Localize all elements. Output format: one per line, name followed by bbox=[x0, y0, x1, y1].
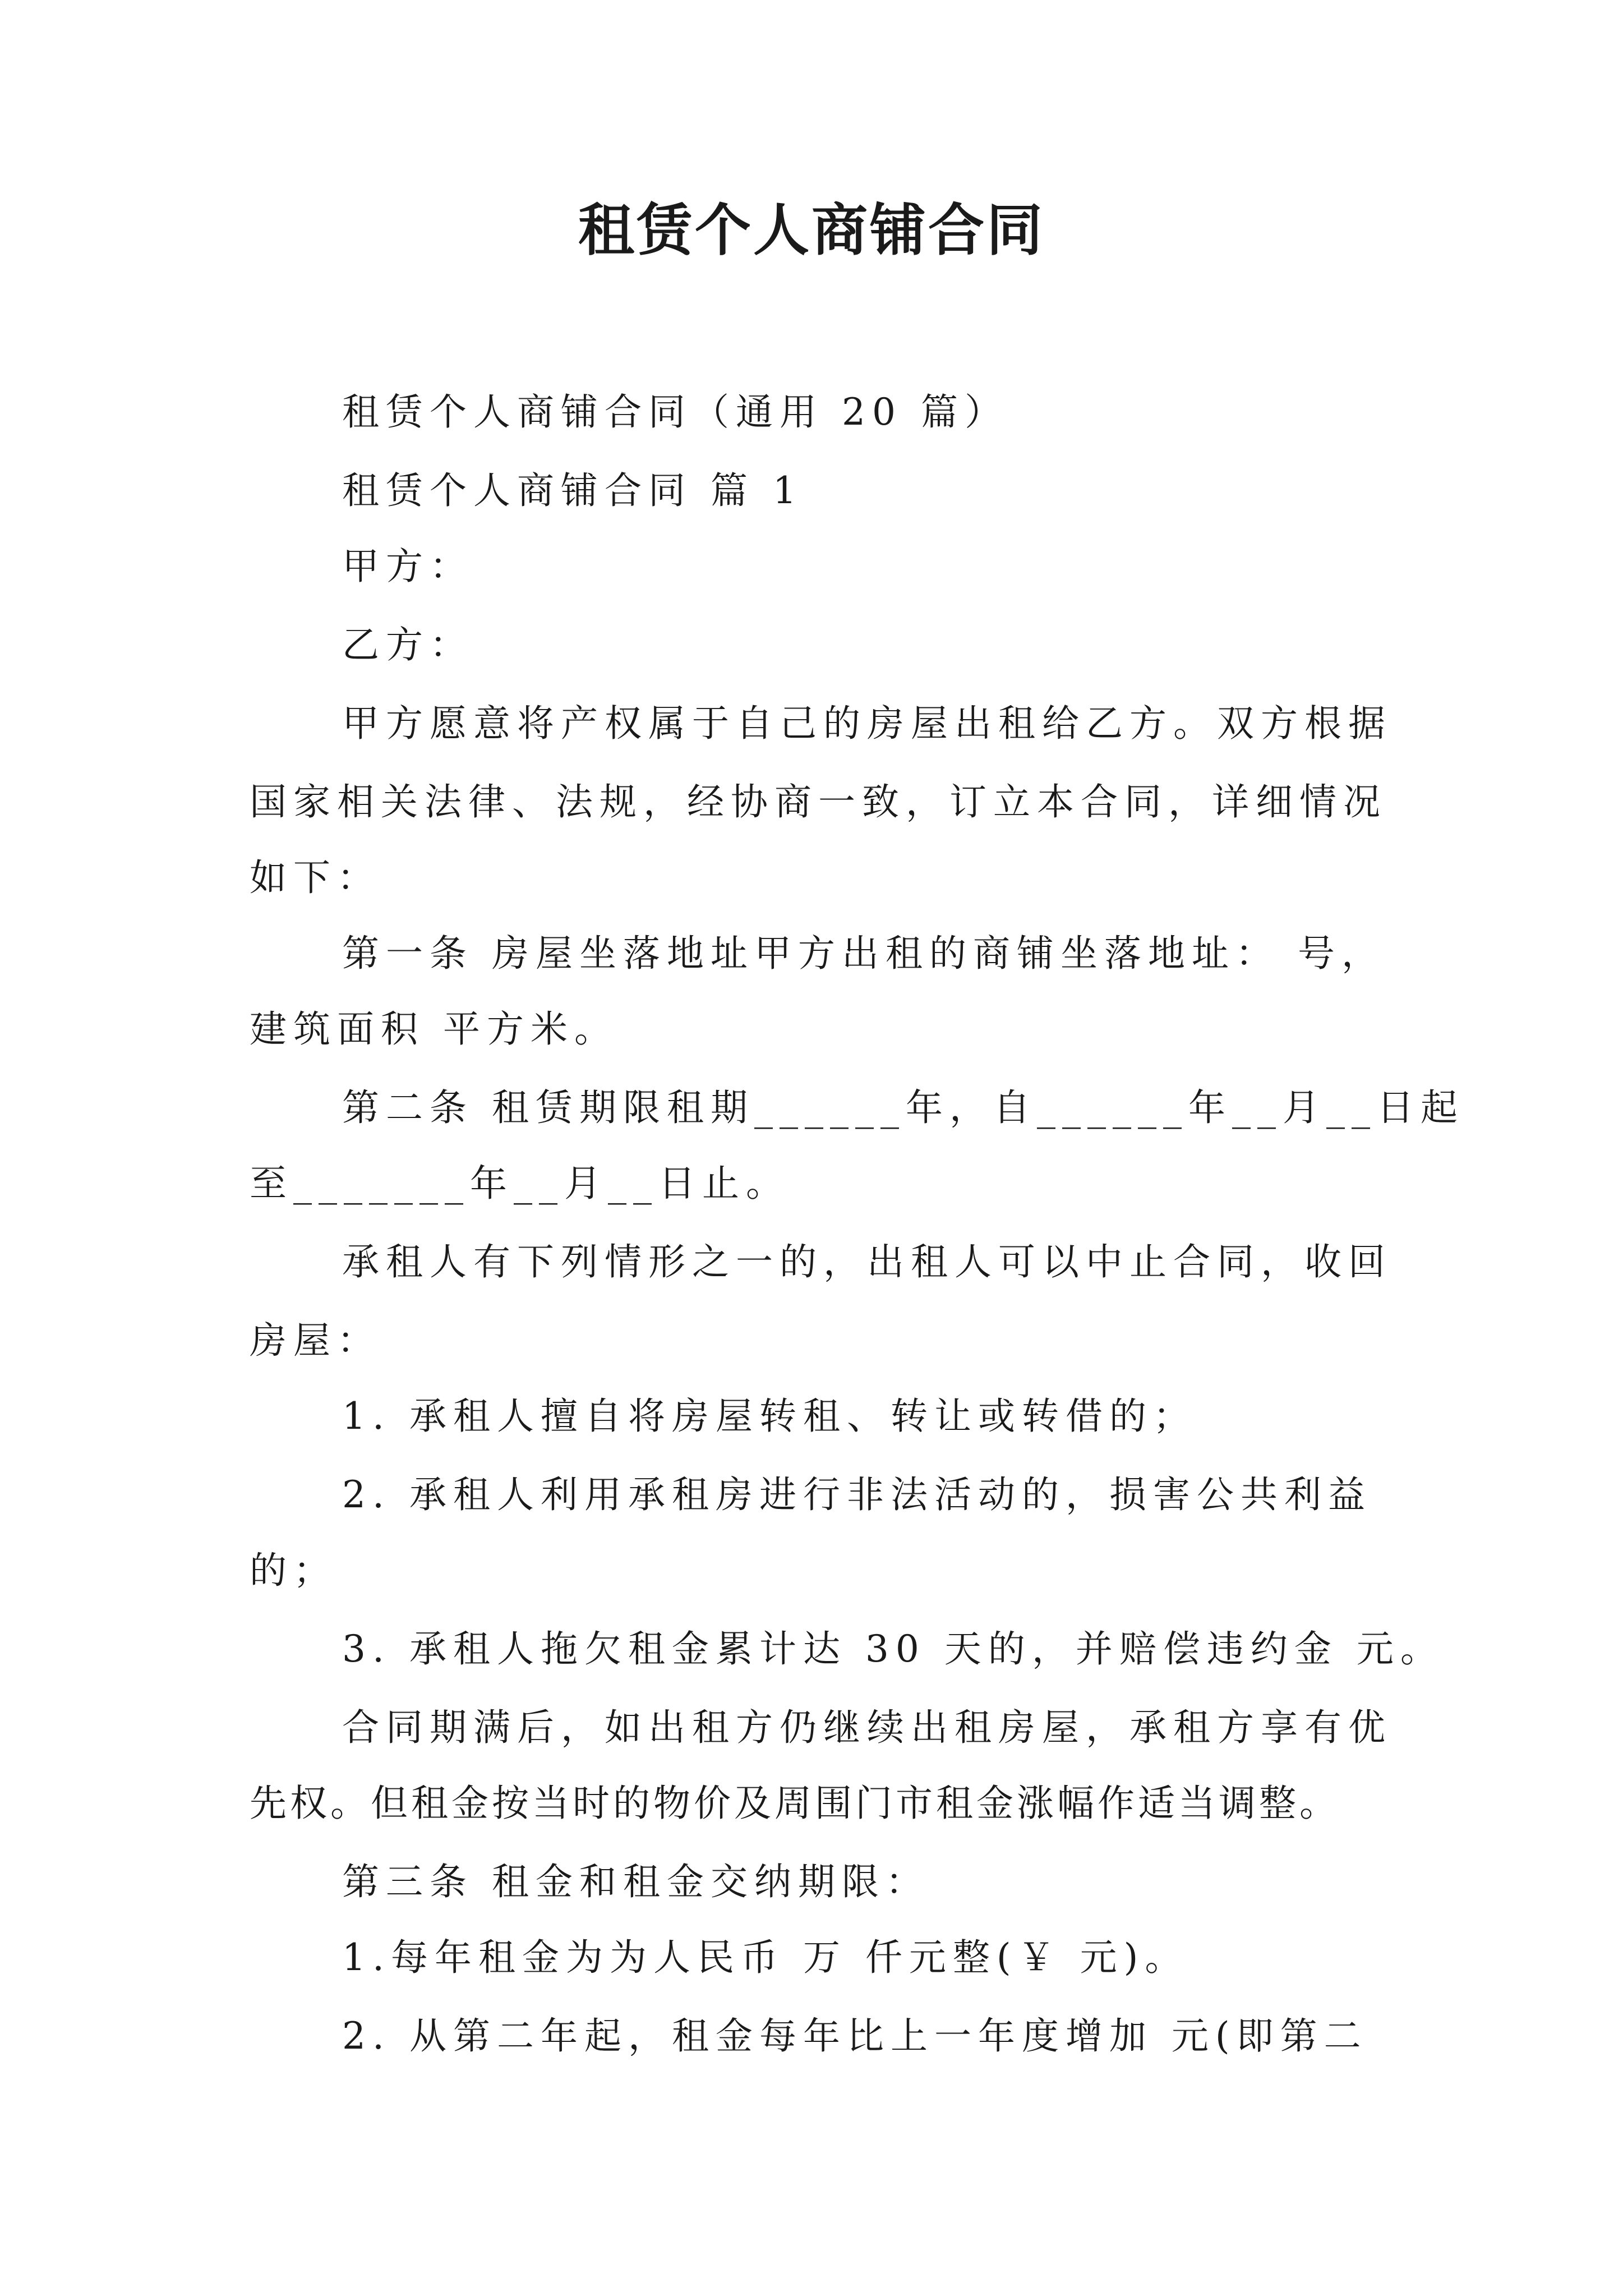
party-b-line: 乙方： bbox=[342, 623, 473, 666]
party-a-line: 甲方： bbox=[342, 545, 473, 588]
list-item: 1. 承租人擅自将房屋转租、转让或转借的； bbox=[342, 1395, 1197, 1438]
article-line: 至_______年__月__日止。 bbox=[250, 1162, 790, 1205]
document-title: 租赁个人商铺合同 bbox=[578, 197, 1045, 263]
paragraph-line: 国家相关法律、法规，经协商一致，订立本合同，详细情况 bbox=[250, 780, 1387, 823]
list-item: 1.每年租金为为人民币 万 仟元整(￥ 元)。 bbox=[342, 1936, 1189, 1979]
paragraph-line: 先权。但租金按当时的物价及周围门市租金涨幅作适当调整。 bbox=[250, 1782, 1340, 1825]
list-item: 3. 承租人拖欠租金累计达 30 天的，并赔偿违约金 元。 bbox=[342, 1627, 1444, 1671]
list-item: 2. 从第二年起，租金每年比上一年度增加 元(即第二 bbox=[342, 2014, 1368, 2058]
article-line: 建筑面积 平方米。 bbox=[250, 1007, 618, 1051]
article-line: 第三条 租金和租金交纳期限： bbox=[342, 1860, 929, 1903]
list-item: 的； bbox=[250, 1549, 337, 1592]
section-heading: 租赁个人商铺合同 篇 1 bbox=[342, 469, 803, 512]
paragraph-line: 如下： bbox=[250, 856, 381, 899]
paragraph-line: 房屋： bbox=[250, 1319, 381, 1362]
article-line: 第一条 房屋坐落地址甲方出租的商铺坐落地址： 号， bbox=[342, 932, 1385, 975]
paragraph-line: 合同期满后，如出租方仍继续出租房屋，承租方享有优 bbox=[342, 1706, 1392, 1749]
subtitle-line: 租赁个人商铺合同（通用 20 篇） bbox=[342, 390, 1008, 434]
paragraph-line: 承租人有下列情形之一的，出租人可以中止合同，收回 bbox=[342, 1240, 1392, 1283]
article-line: 第二条 租赁期限租期______年，自______年__月__日起 bbox=[342, 1086, 1464, 1129]
paragraph-line: 甲方愿意将产权属于自己的房屋出租给乙方。双方根据 bbox=[342, 702, 1392, 745]
list-item: 2. 承租人利用承租房进行非法活动的，损害公共利益 bbox=[342, 1473, 1372, 1516]
